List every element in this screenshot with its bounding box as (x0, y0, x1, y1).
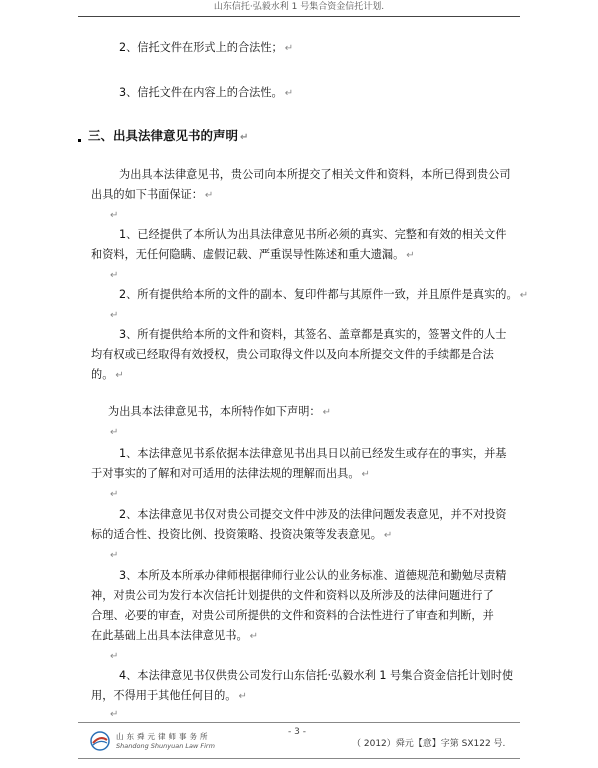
body-line: 为出具本法律意见书，本所特作如下声明： ↵ (108, 405, 331, 418)
blank-line: ↵ (110, 210, 119, 221)
blank-line: ↵ (110, 651, 119, 662)
body-line: 均有权或已经取得有效授权，贵公司取得文件以及向本所提交文件的手续都是合法 (91, 348, 494, 361)
body-line: 出具的如下书面保证： ↵ (91, 188, 214, 201)
body-line: 4、本法律意见书仅供贵公司发行山东信托·弘毅水利 1 号集合资金信托计划时使 (119, 669, 514, 682)
blank-line: ↵ (110, 427, 119, 438)
blank-line: ↵ (110, 270, 119, 281)
blank-line: ↵ (110, 489, 119, 500)
section-heading: 三、出具法律意见书的声明 ↵ (88, 128, 249, 143)
blank-line: ↵ (110, 709, 119, 720)
body-line: 的。 ↵ (91, 368, 124, 381)
body-line: 2、所有提供给本所的文件的副本、复印件都与其原件一致，并且原件是真实的。 ↵ (119, 288, 529, 301)
body-line: 神，对贵公司为发行本次信托计划提供的文件和资料以及所涉及的法律问题进行了 (91, 589, 494, 602)
page-number: - 3 - (288, 727, 306, 737)
header-rule (78, 16, 520, 17)
document-number: （ 2012）舜元【意】字第 SX122 号. (352, 739, 506, 749)
heading-bullet (78, 139, 81, 142)
firm-name-cn: 山东舜元律师事务所 (116, 732, 211, 741)
footer-bottom-rule (78, 758, 520, 759)
body-line: 2、信托文件在形式上的合法性； ↵ (119, 41, 294, 54)
law-firm-logo-icon (88, 731, 112, 751)
blank-line: ↵ (110, 550, 119, 561)
body-line: 用，不得用于其他任何目的。 ↵ (91, 689, 247, 702)
body-line: 2、本法律意见书仅对贵公司提交文件中涉及的法律问题发表意见，并不对投资 (119, 508, 507, 521)
body-line: 合理、必要的审查，对贵公司所提供的文件和资料的合法性进行了审查和判断，并 (91, 609, 494, 622)
body-line: 标的适合性、投资比例、投资策略、投资决策等发表意见。 ↵ (91, 528, 393, 541)
footer-rule (78, 722, 520, 723)
firm-name-en: Shandong Shunyuan Law Firm (116, 742, 215, 750)
body-line: 和资料，无任何隐瞒、虚假记载、严重误导性陈述和重大遗漏。 ↵ (91, 248, 415, 261)
body-line: 3、本所及本所承办律师根据律师行业公认的业务标准、道德规范和勤勉尽责精 (119, 569, 507, 582)
body-line: 在此基础上出具本法律意见书。 ↵ (91, 629, 259, 642)
body-line: 3、信托文件在内容上的合法性。 ↵ (119, 86, 294, 99)
body-line: 为出具本法律意见书，贵公司向本所提交了相关文件和资料，本所已得到贵公司 (119, 168, 511, 181)
page-header: 山东信托·弘毅水利 1 号集合资金信托计划. (213, 2, 385, 12)
body-line: 于对事实的了解和对可适用的法律法规的理解而出具。 ↵ (91, 467, 370, 480)
body-line: 1、已经提供了本所认为出具法律意见书所必须的真实、完整和有效的相关文件 (119, 228, 507, 241)
body-line: 1、本法律意见书系依据本法律意见书出具日以前已经发生或存在的事实，并基 (119, 447, 507, 460)
blank-line: ↵ (110, 310, 119, 321)
body-line: 3、所有提供给本所的文件和资料，其签名、盖章都是真实的，签署文件的人士 (119, 328, 507, 341)
